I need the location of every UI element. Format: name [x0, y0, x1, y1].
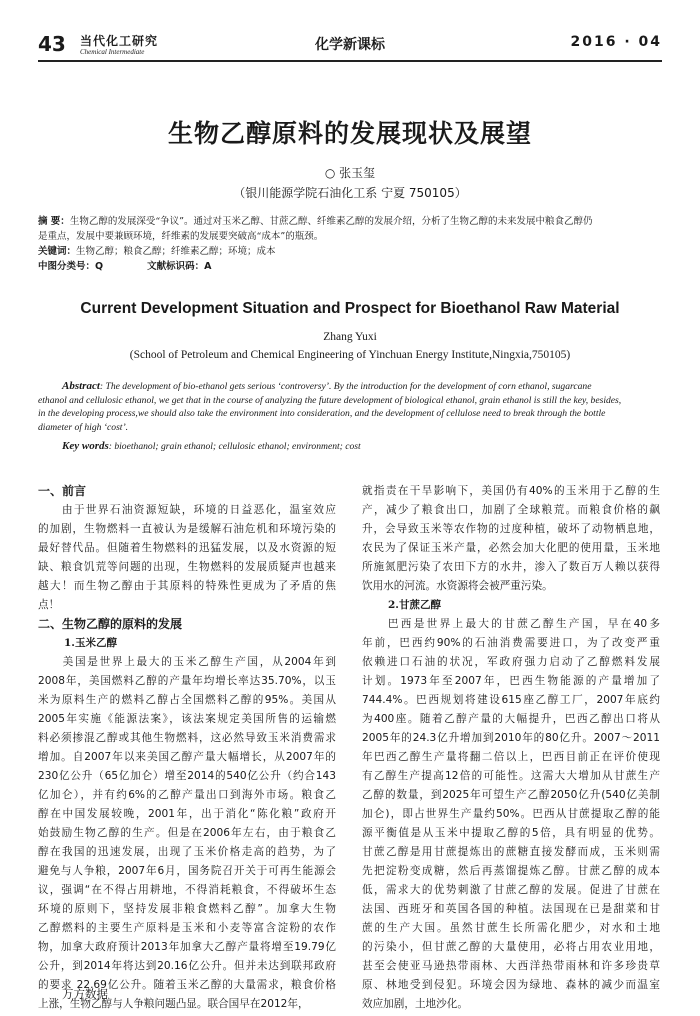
text-line: 巴西是世界上最大的甘蔗乙醇生产国，早在40多: [362, 618, 660, 630]
text-line: 料必须掺混乙醇或其他生物燃料，这必然导致玉米消费需求: [38, 732, 336, 744]
text-line: 乙醇燃料的主要生产原料是玉米和小麦等富含淀粉的农作: [38, 922, 336, 934]
abstract-en-line: diameter of high ‘cost’.: [38, 421, 129, 433]
text-line: 升，会导致玉米等农作物的过度种植，破坏了动物栖息地，: [362, 523, 660, 535]
author: ○ 张玉玺: [324, 166, 376, 180]
classification: [38, 259, 662, 274]
text-line: 的要求 22.69亿公升。随着玉米乙醇的大量需求，粮食价格: [38, 979, 336, 991]
text-line: 议，强调“在不得占用耕地，不得消耗粮食，不得破坏生态: [38, 884, 336, 896]
text-line: 加仑)，即占世界生产量约50%。巴西从甘蔗提取乙醇的能: [362, 808, 660, 820]
text-line: 计划。1973年至2007年，巴西生物能源的产量增加了: [362, 675, 660, 687]
abstract-cn-line: 是重点，发展中要兼顾环境，纤维素的发展要突破高“成本”的瓶颈。: [38, 231, 324, 242]
page-number: 43: [38, 32, 66, 56]
text-line: 低，需求大的优势刺激了甘蔗乙醇的发展。促进了甘蔗在: [362, 884, 660, 896]
abstract-cn-label: 摘 要：: [38, 216, 70, 227]
text-line: 由于世界石油资源短缺，环境的日益恶化，温室效应: [38, 504, 336, 516]
paragraph-corn-ethanol: [38, 653, 336, 1014]
subsection-sugarcane-ethanol: 2.甘蔗乙醇: [388, 599, 441, 611]
author-en: Zhang Yuxi: [323, 331, 377, 343]
text-line: 醇在中国发展较晚，2001年，出于消化“陈化粮”政府开: [38, 808, 336, 820]
text-line: 原、林地受到侵犯。环境会因为绿地、森林的减少而温室: [362, 979, 660, 991]
text-line: 越大！而生物乙醇由于其原料的特殊性更成为了矛盾的焦: [38, 580, 336, 592]
text-line: 物，加拿大政府预计2013年加拿大乙醇产量将增至19.79亿: [38, 941, 336, 953]
text-line: 源平衡值是从玉米中提取乙醇的5倍，具有明显的优势。: [362, 827, 660, 839]
issue-number: 2016 · 04: [570, 34, 662, 50]
text-line: 缺、粮食饥荒等问题的出现，生物燃料的发展质疑声也越来: [38, 561, 336, 573]
section-heading-development: 二、生物乙醇的原料的发展: [38, 617, 183, 631]
text-line: 最好替代品。但随着生物燃料的迅猛发展，以及水资源的短: [38, 542, 336, 554]
text-line: 效应加剧，土地沙化。: [362, 998, 468, 1010]
text-line: 始鼓励生物乙醇的生产。但是在2006年左右，由于粮食乙: [38, 827, 336, 839]
body-left-column: [38, 482, 336, 1014]
text-line: 避免与人争粮，2007年6月，国务院召开关于可再生能源会: [38, 865, 336, 877]
journal-name-en: Chemical Intermediate: [80, 48, 145, 56]
paragraph-intro: [38, 501, 336, 615]
text-line: 甘蔗乙醇是用甘蔗提炼出的蔗糖直接发酵而成，玉米则需: [362, 846, 660, 858]
text-line: 环境的原则下，坚持发展非粮食燃料乙醇”。加拿大生物: [38, 903, 336, 915]
journal-name-cn: 当代化工研究: [80, 34, 159, 48]
text-line: 美国是世界上最大的玉米乙醇生产国，从2004年到: [38, 656, 336, 668]
abstract-en-line: ethanol and cellulosic ethanol, we get that in the course of analyzing the future development of biological ethanol, grain ethanol is still the key, besides,: [38, 394, 622, 406]
abstract-en-label: Abstract: [62, 380, 100, 392]
text-line: 有乙醇生产提高12倍的可能性。这需大大增加从甘蔗生产: [362, 770, 660, 782]
body-right-column: [362, 482, 660, 1014]
section-heading-intro: 一、前言: [38, 484, 87, 498]
keywords-en-text: : bioethanol; grain ethanol; cellulosic ethanol; environment; cost: [108, 441, 361, 452]
column-title: 化学新课标: [315, 37, 385, 53]
page-header: [38, 30, 662, 60]
text-line: 产，减少了粮食出口，加剧了全球粮荒。而粮食价格的飙: [362, 504, 660, 516]
text-line: 为400座。随着乙醇产量的大幅提升，巴西乙醇出口将从: [362, 713, 660, 725]
abstract-en-line: in the developing process,we should also take the environment into consideration, and the development of cellulose need to break through the bottle: [38, 408, 606, 419]
text-line: 2008年，美国燃料乙醇的产量年均增长率达35.70%，以玉: [38, 675, 336, 687]
text-line: 所施氮肥污染了农田下方的水井，渗入了数百万人赖以获得: [362, 561, 660, 573]
affiliation-en: (School of Petroleum and Chemical Engineering of Yinchuan Energy Institute,Ningxia,750105): [129, 349, 571, 361]
doc-code-value: A: [204, 261, 212, 272]
text-line: 就指责在干旱影响下，美国仍有40%的玉米用于乙醇的生: [362, 485, 660, 497]
keywords-en-label: Key words: [62, 440, 109, 452]
text-line: 依赖进口石油的状况，军政府强力启动了乙醇燃料发展: [362, 656, 660, 668]
text-line: 增加。自2007年以来美国乙醇产量大幅增长，从2007年的: [38, 751, 336, 763]
text-line: 蔗的生产大国。虽然甘蔗生长所需化肥少，对水和土地: [362, 922, 660, 934]
abstract-en-block: [38, 380, 662, 454]
paragraph-corn-continued: [362, 482, 660, 596]
classification-label: 中图分类号：: [38, 261, 96, 272]
text-line: 点！: [38, 599, 60, 611]
article-title: 生物乙醇原料的发展现状及展望: [167, 119, 532, 148]
keywords-cn: [38, 244, 662, 259]
text-line: 公升，到2014年将达到20.16亿公升。但并未达到联邦政府: [38, 960, 336, 972]
text-line: 农民为了保证玉米产量，必然会加大化肥的使用量，玉米地: [362, 542, 660, 554]
affiliation: （银川能源学院石油化工系 宁夏 750105）: [233, 186, 467, 200]
text-line: 的污染小，但甘蔗乙醇的大量使用，必将占用农业用地，: [362, 941, 660, 953]
keywords-cn-text: 生物乙醇；粮食乙醇；纤维素乙醇；环境；成本: [76, 246, 276, 257]
text-line: 230亿公升（65亿加仑）增至2014的540亿公升（约合143: [38, 770, 336, 782]
text-line: 年前，巴西约90%的石油消费需要进口，为了改变严重: [362, 637, 660, 649]
text-line: 2005年实施《能源法案》，该法案规定美国所售的运输燃: [38, 713, 336, 725]
classification-value: Q: [95, 261, 104, 272]
text-line: 醇在我国的迅速发展，出现了玉米价格走高的趋势，为了: [38, 846, 336, 858]
text-line: 亿加仑），并有约6%的乙醇产量出口到海外市场。粮食乙: [38, 789, 336, 801]
subsection-corn-ethanol: 1.玉米乙醇: [64, 637, 117, 649]
keywords-cn-label: 关键词：: [38, 246, 77, 257]
text-line: 先把淀粉变成糖，然后再蒸馏提炼乙醇。甘蔗乙醇的成本: [362, 865, 660, 877]
text-line: 米为原料生产的燃料乙醇占全国燃料乙醇的95%。美国从: [38, 694, 336, 706]
footer-watermark: 万方数据: [62, 987, 108, 1001]
text-line: 上涨，生物乙醇与人争粮问题凸显。联合国早在2012年，: [38, 998, 309, 1010]
text-line: 饮用水的河流。水资源将会被严重污染。: [362, 580, 553, 592]
abstract-cn-block: [38, 214, 662, 274]
doc-code-label: 文献标识码：: [147, 261, 205, 272]
text-line: 的加剧，生物燃料一直被认为是缓解石油危机和环境污染的: [38, 523, 336, 535]
paragraph-sugarcane-ethanol: [362, 615, 660, 1014]
text-line: 法国、西班牙和英国各国的种植。法国现在已是甜菜和甘: [362, 903, 660, 915]
text-line: 年巴西乙醇生产量将翻二倍以上，巴西目前正在评价使现: [362, 751, 660, 763]
text-line: 744.4%。巴西规划将建设615座乙醇工厂，2007年底约: [362, 694, 660, 706]
text-line: 乙醇的数量，到2025年可望生产乙醇2050亿升(540亿美制: [362, 789, 660, 801]
text-line: 甚至会使亚马逊热带雨林、大西洋热带雨林和许多珍贵草: [362, 960, 660, 972]
keywords-en: [38, 440, 662, 454]
article-title-en: Current Development Situation and Prospect for Bioethanol Raw Material: [80, 300, 620, 317]
text-line: 2005年的24.3亿升增加到2010年的80亿升。2007～2011: [362, 732, 660, 744]
header-rule: [38, 60, 662, 62]
abstract-cn-line: 摘 要：生物乙醇的发展深受“争议”。通过对玉米乙醇、甘蔗乙醇、纤维素乙醇的发展介绍，分析了生物乙醇的未来发展中粮食乙醇仍: [38, 216, 593, 227]
abstract-en-line: Abstract: The development of bio-ethanol gets serious ‘controversy’. By the introduction for the development of corn ethanol, sugarcane: [62, 380, 592, 392]
